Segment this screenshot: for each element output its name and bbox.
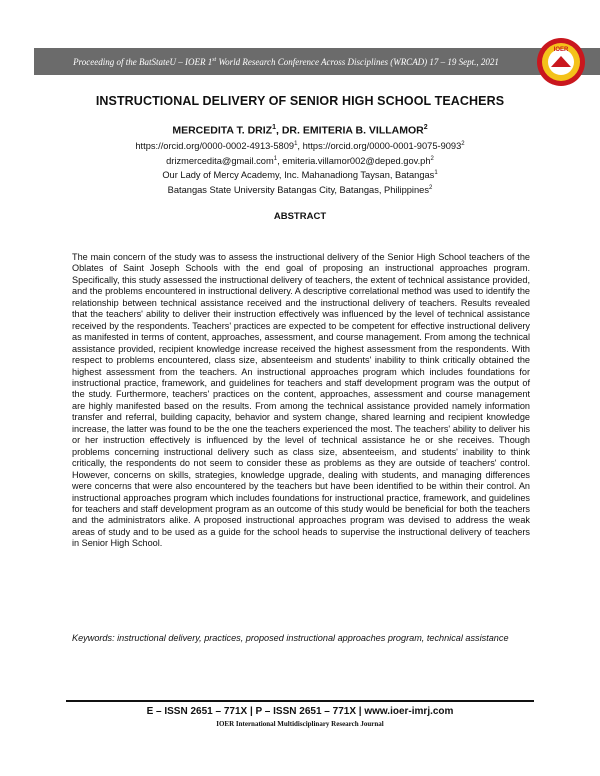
footer-issn: E – ISSN 2651 – 771X | P – ISSN 2651 – 771X | www.ioer-imrj.com — [146, 706, 454, 717]
email-line: drizmercedita@gmail.com$^1$, $emiteria.villamor002@deped.gov.ph^2$ — [166, 155, 434, 166]
author-details — [0, 138, 600, 196]
affiliation-1: Our Lady of Mercy Academy, Inc. Mahanadiong Taysan, Batangas$^1$ — [162, 170, 438, 181]
paper-title: INSTRUCTIONAL DELIVERY OF SENIOR HIGH SCHOOL TEACHERS — [95, 94, 505, 108]
footer-divider — [66, 700, 534, 702]
affiliation-2: Batangas State University Batangas City, Batangas, Philippines$^2$ — [167, 184, 433, 195]
keywords: Keywords: instructional delivery, practices, proposed instructional approaches program, technical assistance — [72, 633, 509, 643]
logo-text: IOER — [553, 47, 569, 53]
abstract-body: The main concern of the study was to assess the instructional delivery of the Senior High School teachers of the Oblates of Saint Joseph Schools with the end goal of proposing an instructional approaches program. Specifically, this study assessed the instructional delivery of teachers, the extent of technical assistance provided, and the problems encountered in instructional delivery. A descriptive correlational method was used to identify the relationship between technical assistance received and the instructional delivery of teachers. Results revealed that the teachers' ability to deliver their instruction effectively was influenced by the level of technical assistance received by the respondents. Teachers' practices are expected to be competent for effective instructional delivery as manifested in terms of content, approaches, assessment, and course management. From among the technical assistance provided, recipient knowledge increase received the highest assessment from the respondents. With respect to problems encountered, class size, absenteeism and students' inability to think critically obtained the highest assessment from the teachers. An instructional approaches program which includes foundations for instructional practice, framework, and guidelines for teachers and staff development program was the output of the study. Furthermore, teachers' practices on the content, approaches, assessment and course management are highly manifested based on the results. From among the technical assistance provided namely information transfer and referral, building capacity, behavior and system change, shared learning and recipient knowledge increase, the latter was found to be the one the teachers experienced the most. The teachers' ability to deliver his or her instruction effectively is influenced by the level of technical assistance he or she receives. Though problems concerning instructional delivery such as class size, absenteeism, and students' inability to think critically, the respondents do not seem to consider these as problems as they are outside of teachers' control. However, concerns on skills, strategies, knowledge upgrade, dealing with students, and managing differences were concerns that were also encountered by the teachers but have been identified to be within their control. An instructional approaches program which includes foundations for instructional practice, framework, and guidelines for teachers and staff development program as an outcome of this study would be beneficial for both the teachers and the administrators alike. A proposed instructional approaches program was devised to address the weak areas of study and to be used as a guide for the school heads to supervise the instructional delivery of teachers in Senior High School. — [72, 252, 530, 549]
ioer-logo — [536, 37, 586, 87]
conference-banner — [34, 48, 600, 75]
abstract-heading: ABSTRACT — [273, 211, 327, 222]
footer-journal-name: IOER International Multidisciplinary Research Journal — [216, 720, 384, 728]
author-line: MERCEDITA T. DRIZ$^1$, DR. EMITERIA B. VILLAMOR$^2$ — [172, 124, 428, 137]
orcid-line: https://orcid.org/0000-0002-4913-5809$^1$, https://orcid.org/0000-0001-9075-9093$^2$ — [135, 141, 465, 152]
conference-banner-text: Proceeding of the BatStateU – IOER 1st World Research Conference Across Disciplines (WRCAD) 17 – 19 Sept., 2021 — [73, 56, 499, 67]
